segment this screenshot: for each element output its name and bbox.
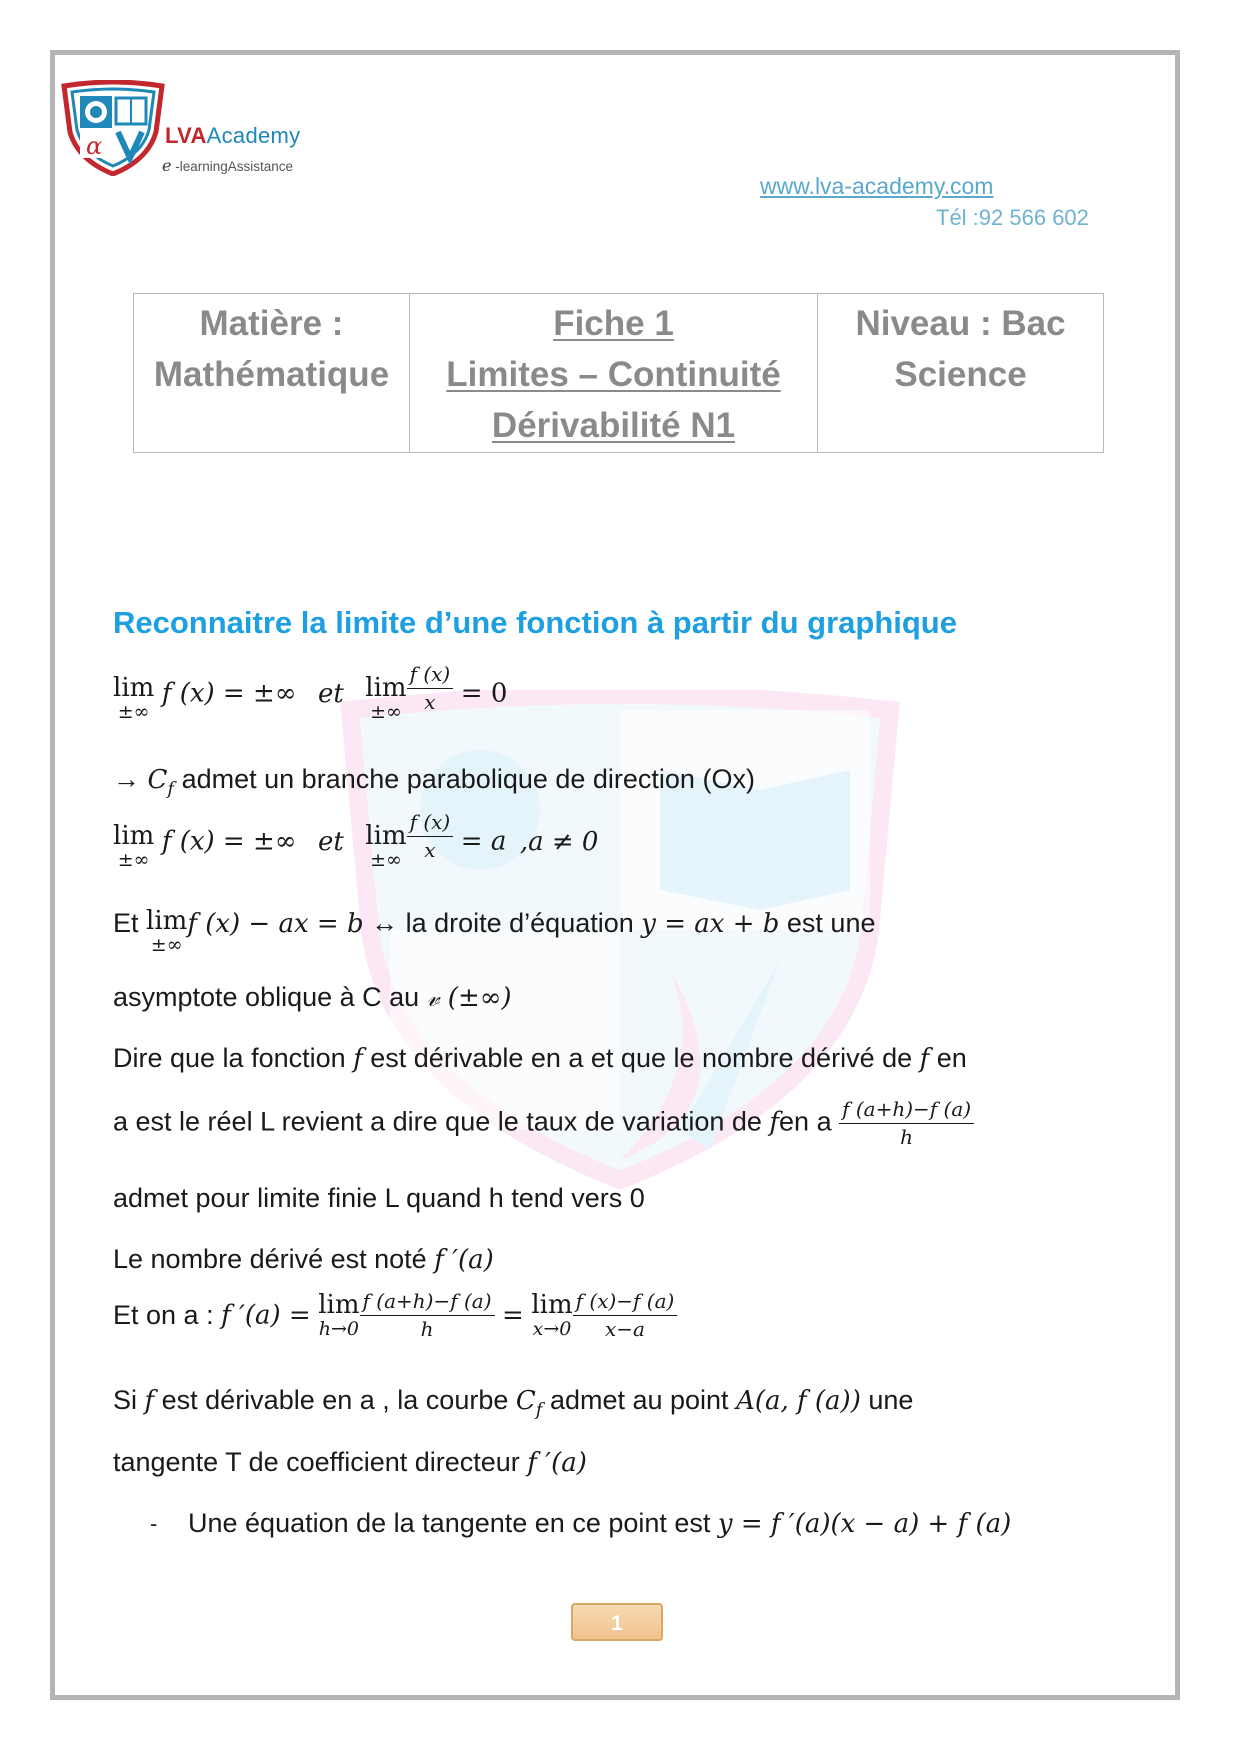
website-link[interactable]: www.lva-academy.com <box>760 173 994 199</box>
lva-academy-logo <box>58 80 168 176</box>
subject-cell: Matière : Mathématique <box>134 294 410 453</box>
page-number-badge: 1 <box>571 1603 663 1641</box>
text-line-7: a est le réel L revient a dire que le taux de variation de fen a $\frac{f (a+h)-f (a)}{h}$ <box>113 1098 974 1149</box>
text-line-13: Une équation de la tangente en ce point est y = f ′(a)(x − a) + f (a) <box>188 1508 1012 1539</box>
text-line-6: Dire que la fonction f est dérivable en a et que le nombre dérivé de f en <box>113 1043 967 1074</box>
brand-name: LVAAcademy <box>165 123 301 148</box>
formula-line-3: lim ±∞ f (x) = ±∞ et lim ±∞ $\frac{f (x)}{x}$ = a ,a ≠ 0 <box>113 810 599 871</box>
text-line-12: tangente T de coefficient directeur f ′(a) <box>113 1447 587 1478</box>
formula-line-4: Et lim ±∞ f (x) − ax = b ↔ la droite d’équation y = ax + b est une <box>113 906 876 956</box>
brand-tagline: e -learningAssistance <box>162 156 294 175</box>
text-line-8: admet pour limite finie L quand h tend vers 0 <box>113 1183 645 1213</box>
text-line-11: Si f est dérivable en a , la courbe $C_f$ admet au point A(a, f (a)) une <box>113 1385 914 1421</box>
level-cell: Niveau : Bac Science <box>818 294 1104 453</box>
text-line-5: asymptote oblique à C au 𝓋 (±∞) <box>113 982 512 1013</box>
text-line-9: Le nombre dérivé est noté f ′(a) <box>113 1244 494 1275</box>
fiche-title-cell: Fiche 1 Limites – Continuité Dérivabilité N1 <box>410 294 818 453</box>
formula-line-1: lim ±∞ f (x) = ±∞ et lim ±∞ $\frac{f (x)}{x}$ = 0 <box>113 662 508 723</box>
section-title: Reconnaitre la limite d’une fonction à partir du graphique <box>113 605 957 640</box>
bullet-dash: - <box>150 1511 158 1536</box>
phone-number: Tél :92 566 602 <box>936 205 1089 230</box>
text-line-2: → $C_f$ admet un branche parabolique de direction (Ox) <box>113 764 755 800</box>
header-table <box>133 293 1104 453</box>
svg-text:α: α <box>86 132 103 160</box>
formula-line-10: Et on a : f ′(a) = lim h→0 $\frac{f (a+h)-f (a)}{h}$ = lim x→0 $\frac{f (x)-f (a)}{x-a}$ <box>113 1290 677 1341</box>
